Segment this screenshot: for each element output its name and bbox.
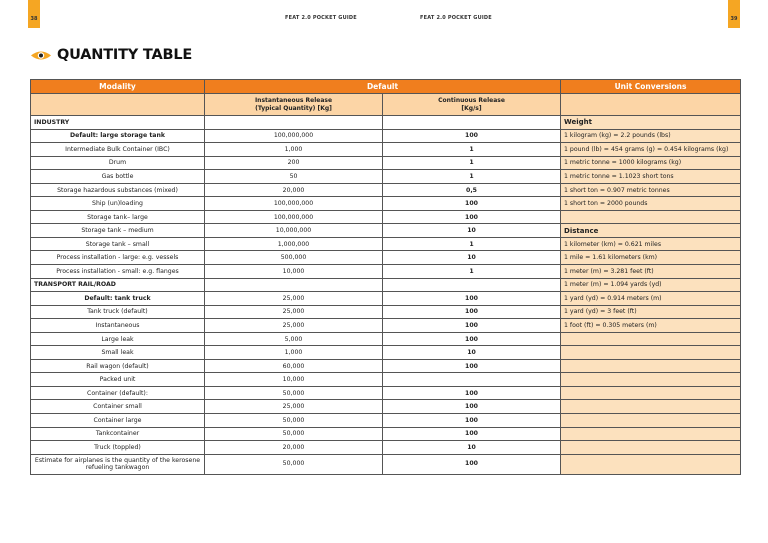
continuous-cell: 1 [383,170,561,184]
modality-cell: Intermediate Bulk Container (IBC) [31,143,205,157]
table-row [31,251,741,265]
conversion-cell [561,454,741,474]
continuous-cell: 100 [383,129,561,143]
instantaneous-cell: 25,000 [205,292,383,306]
continuous-cell [383,116,561,130]
continuous-cell: 1 [383,237,561,251]
continuous-cell [383,373,561,387]
table-row [31,414,741,428]
instantaneous-cell: 5,000 [205,332,383,346]
table-row [31,292,741,306]
conversion-cell [561,441,741,455]
modality-cell: Drum [31,156,205,170]
continuous-header [383,94,561,116]
modality-cell: Storage hazardous substances (mixed) [31,183,205,197]
continuous-cell: 10 [383,251,561,265]
continuous-cell: 1 [383,156,561,170]
continuous-header-line1: Continuous Release [438,96,505,104]
table-row [31,183,741,197]
instantaneous-cell: 10,000,000 [205,224,383,238]
modality-cell: Storage tank – medium [31,224,205,238]
conversion-cell: 1 yard (yd) = 3 feet (ft) [561,305,741,319]
instantaneous-cell: 50,000 [205,454,383,474]
conversion-cell: 1 metric tonne = 1000 kilograms (kg) [561,156,741,170]
continuous-cell: 100 [383,210,561,224]
modality-cell: Default: tank truck [31,292,205,306]
table-row [31,386,741,400]
conversion-cell [561,210,741,224]
instantaneous-cell: 1,000,000 [205,237,383,251]
table-row [31,373,741,387]
continuous-cell: 100 [383,359,561,373]
conversion-cell [561,373,741,387]
instantaneous-cell: 1,000 [205,143,383,157]
continuous-cell: 100 [383,197,561,211]
conversion-cell [561,386,741,400]
continuous-cell: 100 [383,427,561,441]
conversion-heading: Weight [561,116,741,130]
page-number-left: 38 [28,0,40,28]
table-row [31,116,741,130]
modality-header: Modality [31,80,205,94]
conversion-cell: 1 short ton = 2000 pounds [561,197,741,211]
modality-cell: Storage tank– large [31,210,205,224]
modality-cell: Truck (toppled) [31,441,205,455]
modality-cell: Storage tank – small [31,237,205,251]
eye-icon [30,50,52,61]
table-row [31,319,741,333]
modality-cell: Default: large storage tank [31,129,205,143]
conversion-cell: 1 pound (lb) = 454 grams (g) = 0.454 kilograms (kg) [561,143,741,157]
section-label: TRANSPORT RAIL/ROAD [31,278,205,292]
continuous-cell: 100 [383,386,561,400]
modality-cell: Gas bottle [31,170,205,184]
table-row [31,265,741,279]
instantaneous-cell: 50,000 [205,386,383,400]
table-row [31,143,741,157]
section-label: INDUSTRY [31,116,205,130]
continuous-cell: 1 [383,143,561,157]
continuous-cell: 1 [383,265,561,279]
continuous-cell: 10 [383,224,561,238]
instantaneous-cell: 20,000 [205,183,383,197]
continuous-cell: 10 [383,441,561,455]
modality-cell: Process installation - large: e.g. vessels [31,251,205,265]
instantaneous-cell: 200 [205,156,383,170]
modality-cell: Container (default): [31,386,205,400]
conversion-cell: 1 metric tonne = 1.1023 short tons [561,170,741,184]
table-row [31,170,741,184]
conversion-cell [561,427,741,441]
page-title: QUANTITY TABLE [57,47,193,63]
modality-cell: Ship (un)loading [31,197,205,211]
instantaneous-header [205,94,383,116]
modality-subheader [31,94,205,116]
table-row [31,359,741,373]
modality-cell: Container large [31,414,205,428]
instantaneous-cell: 500,000 [205,251,383,265]
instantaneous-header-line1: Instantaneous Release [254,96,333,104]
instantaneous-cell: 100,000,000 [205,197,383,211]
conversion-cell: 1 yard (yd) = 0.914 meters (m) [561,292,741,306]
instantaneous-cell: 10,000 [205,373,383,387]
instantaneous-cell: 100,000,000 [205,210,383,224]
instantaneous-cell: 25,000 [205,319,383,333]
instantaneous-cell: 10,000 [205,265,383,279]
continuous-cell: 100 [383,319,561,333]
conversion-cell: 1 mile = 1.61 kilometers (km) [561,251,741,265]
table-row [31,156,741,170]
modality-cell: Estimate for airplanes is the quantity of the kerosene refueling tankwagon [31,454,205,474]
conversion-cell [561,400,741,414]
modality-cell: Instantaneous [31,319,205,333]
modality-cell: Process installation - small: e.g. flanges [31,265,205,279]
table-row [31,129,741,143]
table-row [31,346,741,360]
table-row [31,400,741,414]
conversion-heading: Distance [561,224,741,238]
instantaneous-cell: 100,000,000 [205,129,383,143]
modality-cell: Tankcontainer [31,427,205,441]
instantaneous-header-line2: (Typical Quantity) [Kg] [255,104,332,112]
continuous-cell: 0,5 [383,183,561,197]
running-head-left: FEAT 2.0 POCKET GUIDE [285,15,357,21]
modality-cell: Packed unit [31,373,205,387]
conversion-cell [561,359,741,373]
continuous-cell [383,278,561,292]
conversion-cell: 1 kilogram (kg) = 2.2 pounds (lbs) [561,129,741,143]
continuous-cell: 100 [383,305,561,319]
running-head-right: FEAT 2.0 POCKET GUIDE [420,15,492,21]
modality-cell: Large leak [31,332,205,346]
conversion-cell: 1 foot (ft) = 0.305 meters (m) [561,319,741,333]
unit-conversions-header: Unit Conversions [561,80,741,94]
title-row [30,44,192,66]
instantaneous-cell [205,278,383,292]
table-row [31,454,741,474]
continuous-header-line2: [Kg/s] [461,104,482,112]
page-number-right: 39 [728,0,740,28]
modality-cell: Small leak [31,346,205,360]
instantaneous-cell: 60,000 [205,359,383,373]
continuous-cell: 100 [383,292,561,306]
modality-cell: Rail wagon (default) [31,359,205,373]
table-row [31,332,741,346]
instantaneous-cell: 1,000 [205,346,383,360]
instantaneous-cell: 50,000 [205,427,383,441]
instantaneous-cell: 25,000 [205,400,383,414]
conversion-cell: 1 short ton = 0.907 metric tonnes [561,183,741,197]
instantaneous-cell: 50 [205,170,383,184]
instantaneous-cell [205,116,383,130]
table-row [31,197,741,211]
table-row [31,427,741,441]
conversion-cell [561,346,741,360]
table-row [31,441,741,455]
conversion-cell: 1 meter (m) = 3.281 feet (ft) [561,265,741,279]
modality-cell: Tank truck (default) [31,305,205,319]
continuous-cell: 100 [383,332,561,346]
conversion-cell [561,414,741,428]
table-row [31,237,741,251]
conversion-subheader [561,94,741,116]
instantaneous-cell: 50,000 [205,414,383,428]
conversion-cell: 1 kilometer (km) = 0.621 miles [561,237,741,251]
conversion-cell: 1 meter (m) = 1.094 yards (yd) [561,278,741,292]
quantity-table [30,79,741,475]
instantaneous-cell: 25,000 [205,305,383,319]
modality-cell: Container small [31,400,205,414]
instantaneous-cell: 20,000 [205,441,383,455]
table-row [31,210,741,224]
conversion-cell [561,332,741,346]
continuous-cell: 100 [383,454,561,474]
continuous-cell: 10 [383,346,561,360]
table-row [31,305,741,319]
continuous-cell: 100 [383,400,561,414]
continuous-cell: 100 [383,414,561,428]
default-header: Default [205,80,561,94]
table-row [31,278,741,292]
table-row [31,224,741,238]
